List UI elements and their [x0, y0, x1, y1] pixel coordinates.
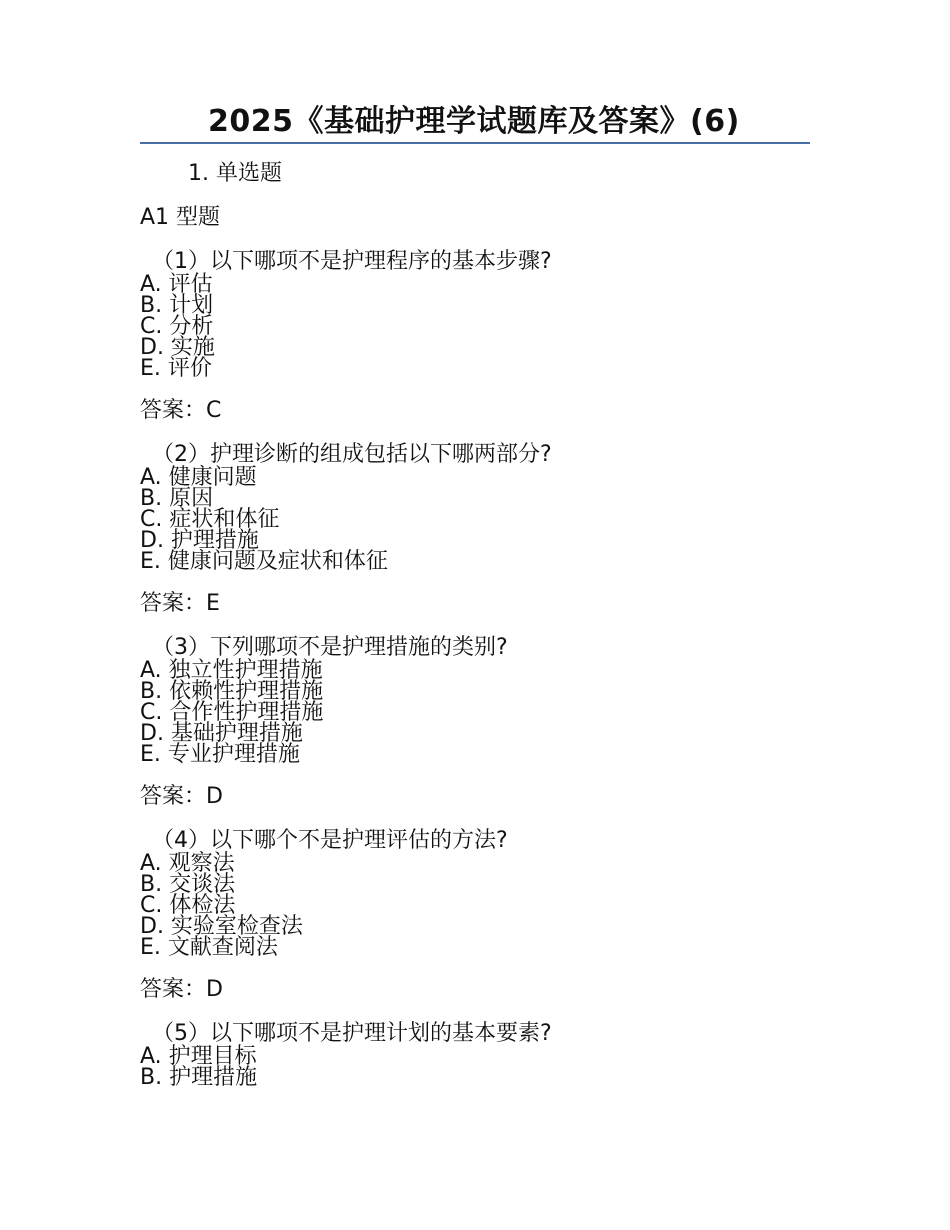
option-b: B. 原因 [140, 486, 214, 511]
option-c: C. 体检法 [140, 893, 236, 918]
option-b: B. 护理措施 [140, 1065, 258, 1090]
question-stem: （3）下列哪项不是护理措施的类别? [152, 635, 508, 660]
question-4 [140, 829, 810, 1004]
option-list [140, 1046, 810, 1088]
option-e: E. 文献查阅法 [140, 935, 278, 960]
question-5 [140, 1022, 810, 1088]
option-e: E. 健康问题及症状和体征 [140, 549, 388, 574]
question-stem: （1）以下哪项不是护理程序的基本步骤? [152, 249, 552, 274]
option-d: D. 实验室检查法 [140, 914, 303, 939]
option-a: A. 评估 [140, 272, 213, 297]
option-list [140, 467, 810, 572]
option-b: B. 计划 [140, 293, 214, 318]
title-block [140, 100, 810, 144]
option-d: D. 实施 [140, 335, 215, 360]
subsection-heading: A1 型题 [140, 205, 221, 230]
option-b: B. 交谈法 [140, 872, 236, 897]
answer-line: 答案：D [140, 784, 223, 809]
option-b: B. 依赖性护理措施 [140, 679, 324, 704]
question-3 [140, 636, 810, 811]
option-a: A. 观察法 [140, 851, 235, 876]
option-a: A. 护理目标 [140, 1044, 257, 1069]
question-stem: （5）以下哪项不是护理计划的基本要素? [152, 1021, 552, 1046]
question-1 [140, 250, 810, 425]
option-d: D. 基础护理措施 [140, 721, 303, 746]
document-page [140, 100, 810, 1088]
option-a: A. 健康问题 [140, 465, 257, 490]
option-list [140, 274, 810, 379]
option-list [140, 853, 810, 958]
option-c: C. 症状和体征 [140, 507, 280, 532]
section-heading: 1. 单选题 [188, 161, 282, 186]
answer-line: 答案：C [140, 398, 222, 423]
answer-line: 答案：E [140, 591, 220, 616]
option-c: C. 分析 [140, 314, 214, 339]
question-2 [140, 443, 810, 618]
option-c: C. 合作性护理措施 [140, 700, 324, 725]
answer-line: 答案：D [140, 977, 223, 1002]
document-title: 2025《基础护理学试题库及答案》(6) [208, 104, 740, 139]
option-e: E. 专业护理措施 [140, 742, 300, 767]
question-stem: （4）以下哪个不是护理评估的方法? [152, 828, 508, 853]
option-e: E. 评价 [140, 356, 212, 381]
option-a: A. 独立性护理措施 [140, 658, 323, 683]
question-stem: （2）护理诊断的组成包括以下哪两部分? [152, 442, 552, 467]
option-list [140, 660, 810, 765]
option-d: D. 护理措施 [140, 528, 259, 553]
